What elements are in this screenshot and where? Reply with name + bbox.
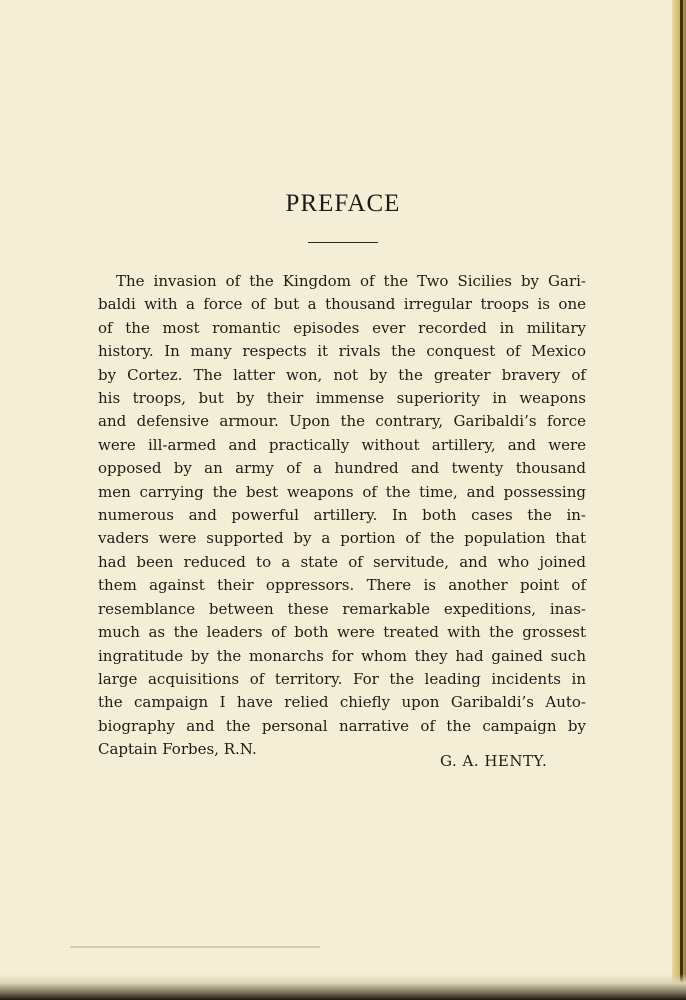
text-line: Captain Forbes, R.N. (98, 740, 257, 759)
text-line: numerous and powerful artillery. In both cases the in- (98, 506, 586, 525)
text-line: of the most romantic episodes ever recorded in military (98, 318, 586, 337)
text-line: large acquisitions of territory. For the leading incidents in (98, 669, 586, 688)
text-line: much as the leaders of both were treated with the grossest (98, 623, 586, 642)
text-line: had been reduced to a state of servitude, and who joined (98, 552, 586, 571)
text-line: resemblance between these remarkable expeditions, inas- (98, 599, 586, 618)
text-line: opposed by an army of a hundred and twenty thousand (98, 459, 586, 478)
page-right-edge (672, 0, 686, 1000)
title-divider (308, 242, 378, 243)
text-line: the campaign I have relied chiefly upon Garibaldi’s Auto- (98, 693, 586, 712)
author-signature: G. A. HENTY. (440, 752, 548, 770)
page-title: PREFACE (285, 190, 401, 217)
text-line: vaders were supported by a portion of the population that (98, 529, 586, 548)
spine-shadow-line (680, 0, 683, 1000)
text-line: history. In many respects it rivals the conquest of Mexico (98, 342, 586, 361)
page-bottom-edge (0, 974, 686, 1000)
text-line: The invasion of the Kingdom of the Two Sicilies by Gari- (116, 272, 586, 290)
text-line: ingratitude by the monarchs for whom they had gained such (98, 646, 586, 665)
text-line: baldi with a force of but a thousand irregular troops is one (98, 295, 586, 314)
text-line: and defensive armour. Upon the contrary, Garibaldi’s force (98, 412, 586, 431)
text-line: were ill-armed and practically without artillery, and were (98, 435, 586, 454)
page-bottom-crease (70, 946, 320, 948)
text-line: by Cortez. The latter won, not by the greater bravery of (98, 365, 586, 384)
text-line: men carrying the best weapons of the time, and possessing (98, 482, 586, 501)
text-line: his troops, but by their immense superiority in weapons (98, 389, 586, 408)
preface-paragraph (98, 270, 586, 762)
text-line: them against their oppressors. There is another point of (98, 576, 586, 595)
text-line: biography and the personal narrative of the campaign by (98, 716, 586, 735)
